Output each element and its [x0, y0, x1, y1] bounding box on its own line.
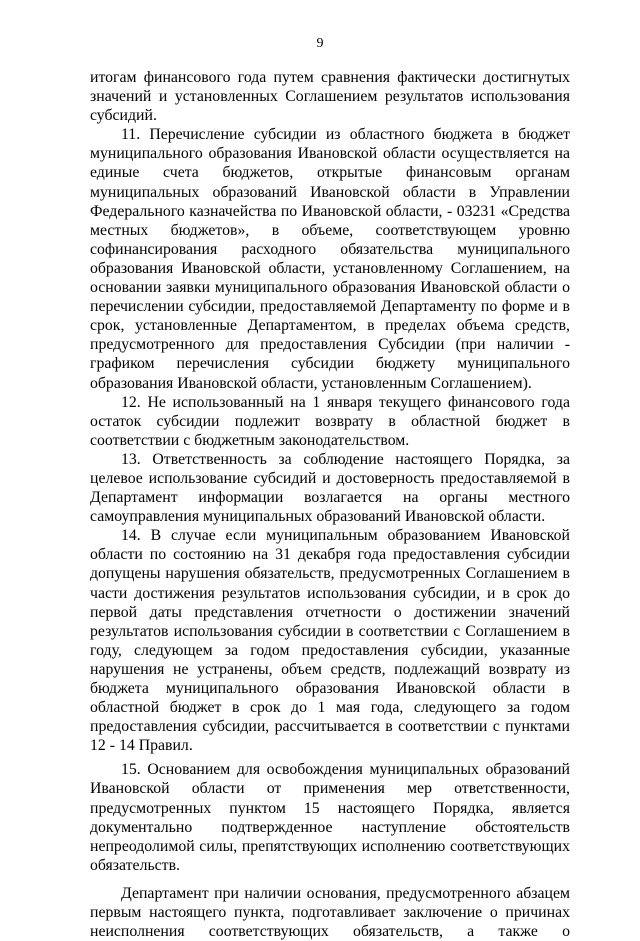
paragraph-14: 14. В случае если муниципальным образованием Ивановской области по состоянию на 31 декабря года предоставления субсидии допущены нарушения обязательств, предусмотренных Соглашением в части достижения результатов использования субсидии, и в срок до первой даты представления отчетности о достижении значений результатов использования субсидии в соответствии с Соглашением в году, следующем за годом предоставления субсидии, указанные нарушения не устранены, объем средств, подлежащий возврату из бюджета муниципального образования Ивановской области в областной бюджет в срок до 1 мая года, следующего за годом предоставления субсидии, рассчитывается в соответствии с пунктами 12 - 14 Правил. [90, 527, 570, 755]
paragraph-13: 13. Ответственность за соблюдение настоящего Порядка, за целевое использование субсидий и достоверность предоставляемой в Департамент информации возлагается на органы местного самоуправления муниципальных образований Ивановской области. [90, 450, 570, 526]
paragraph-continuation: итогам финансового года путем сравнения фактически достигнутых значений и установленных Соглашением результатов использования субсидий. [90, 69, 570, 125]
document-body [90, 68, 570, 941]
paragraph-12: 12. Не использованный на 1 января текущего финансового года остаток субсидии подлежит возврату в областной бюджет в соответствии с бюджетным законодательством. [90, 393, 570, 449]
paragraph-15: 15. Основанием для освобождения муниципальных образований Ивановской области от применения мер ответственности, предусмотренных пунктом 15 настоящего Порядка, является документально подтвержденное наступление обстоятельств непреодолимой силы, препятствующих исполнению соответствующих обязательств. [90, 761, 570, 874]
paragraph-15-second: Департамент при наличии основания, предусмотренного абзацем первым настоящего пункта, подготавливает заключение о причинах неисполнения соответствующих обязательств, а также о [90, 884, 570, 941]
page-number: 9 [316, 36, 324, 51]
paragraph-11: 11. Перечисление субсидии из областного бюджета в бюджет муниципального образования Ивановской области осуществляется на единые счета бюджетов, открытые финансовым органам муниципальных образований Ивановской области в Управлении Федерального казначейства по Ивановской области, - 03231 «Средства местных бюджетов», в объеме, соответствующем уровню софинансирования расходного обязательства муниципального образования Ивановской области, установленному Соглашением, на основании заявки муниципального образования Ивановской области о перечислении субсидии, предоставляемой Департаменту по форме и в срок, установленные Департаментом, в пределах объема средств, предусмотренного для предоставления Субсидии (при наличии - графиком перечисления субсидии бюджету муниципального образования Ивановской области, установленным Соглашением). [90, 126, 570, 392]
